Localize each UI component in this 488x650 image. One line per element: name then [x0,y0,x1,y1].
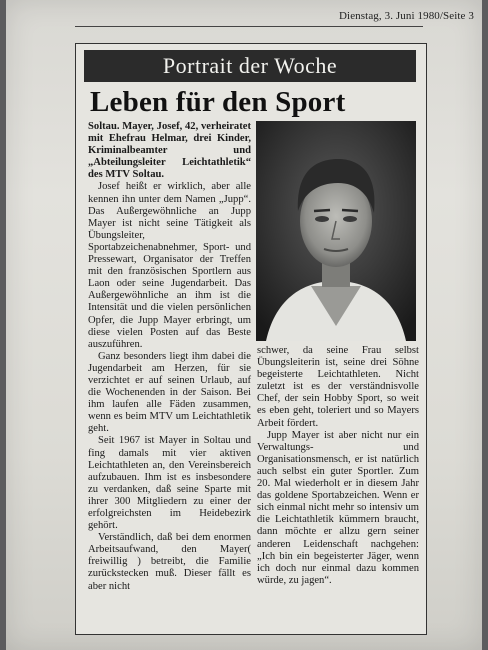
paragraph: Josef heißt er wirklich, aber alle kennen ihn unter dem Namen „Jupp“. Das Außergewöhnliche an Jupp Mayer ist nicht seine Tätigkeit als Übungsleiter, Sportabzeichenabnehmer, Sport- und Pressewart, Organisator der Treffen mit den französischen Sportlern aus Laon oder seine Jugendarbeit. Das Außergewöhnliche an ihm ist die Intensität und die vielen persönlichen Opfer, die Jupp Mayer erbringt, um diese vielen Posten auf das Beste auszuführen. [88,181,251,350]
article-headline: Leben für den Sport [90,86,346,118]
portrait-photo [256,121,416,341]
paragraph: Jupp Mayer ist aber nicht nur ein Verwaltungs- und Organisationsmensch, er ist natürlich auch selbst ein guter Sportler. Zum 20. Mal wiederholt er in diesem Jahr das goldene Sportabzeichen. Wenn er sich einmal nicht mehr so intensiv um die Leichtathletik kümmern braucht, dann möchte er allzu gern seiner anderen Leidenschaft nachgehen: „Ich bin ein begeisterter Jäger, wenn ich doch nur einmal dazu kommen würde, zu jagen“. [257,429,419,586]
paragraph: Ganz besonders liegt ihm dabei die Jugendarbeit am Herzen, für sie verzichtet er auf seinen Urlaub, auf die Wochenenden in der Saison. Bei ihm laufen alle Fäden zusammen, wenn es beim MTV um Leichtathletik geht. [88,350,251,435]
paragraph: schwer, da seine Frau selbst Übungsleiterin ist, seine drei Söhne begeisterte Leichtathleten. Nicht zuletzt ist es der verständnisvolle Chef, der sein Hobby Sport, so weit es eben geht, toleriert und so Mayers Arbeit fördert. [257,345,419,429]
article-column-1 [88,121,251,593]
paragraph: Seit 1967 ist Mayer in Soltau und fing damals mit vier aktiven Leichtathleten an, den Vereinsbereich aufzubauen. Ihm ist es insbesondere zu verdanken, daß seine Sparte mit ihrer 300 Mitgliedern zu einer der erfolgreichsten im Heidebezirk gehört. [88,435,251,532]
paragraph: Verständlich, daß bei dem enormen Arbeitsaufwand, den Mayer( freiwillig ) betreibt, die Familie zurückstecken muß. Dieser fällt es aber nicht [88,532,251,592]
paragraph-intro: Soltau. Mayer, Josef, 42, verheiratet mit Ehefrau Helmar, drei Kinder, Kriminalbeamter und „Abteilungsleiter Leichtathletik“ des MTV Soltau. [88,121,251,181]
section-banner: Portrait der Woche [84,50,416,82]
dateline: Dienstag, 3. Juni 1980/Seite 3 [339,10,474,22]
article-column-2 [257,345,419,587]
header-rule [75,26,423,27]
